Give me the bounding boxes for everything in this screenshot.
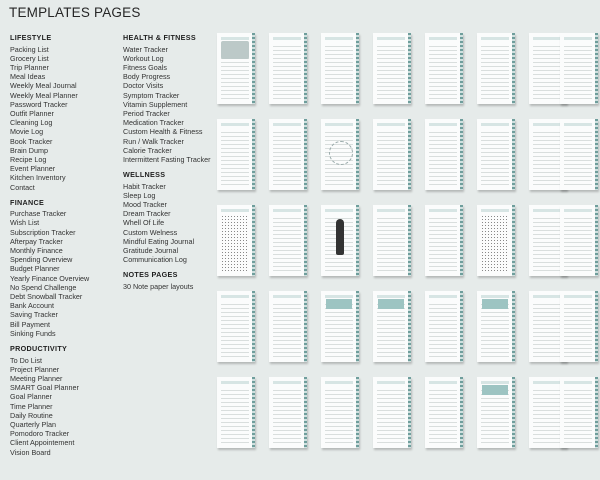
- template-page-thumbnail: [373, 291, 411, 362]
- template-list-item: Fitness Goals: [123, 62, 167, 72]
- section-lifestyle: [10, 33, 120, 192]
- template-page-thumbnail: [560, 291, 598, 362]
- template-list-item: Run / Walk Tracker: [123, 136, 184, 146]
- template-thumbnail-grid: [217, 33, 598, 463]
- template-list-item: Doctor Visits: [123, 81, 164, 91]
- section-list: [123, 282, 215, 291]
- section-productivity: [10, 344, 120, 457]
- section-heading: HEALTH & FITNESS: [123, 33, 196, 42]
- template-page-thumbnail: [321, 33, 359, 104]
- template-list-item: Book Tracker: [10, 136, 53, 146]
- thumbnail-row: [217, 119, 598, 194]
- template-list-item: Habit Tracker: [123, 181, 166, 191]
- template-page-thumbnail: [321, 377, 359, 448]
- template-list-item: Spending Overview: [10, 255, 73, 265]
- template-list-item: Monthly Finance: [10, 246, 63, 256]
- template-list-item: Period Tracker: [123, 108, 170, 118]
- template-page-thumbnail: [321, 119, 359, 190]
- section-heading: PRODUCTIVITY: [10, 344, 68, 354]
- template-page-thumbnail: [373, 119, 411, 190]
- template-page-thumbnail: [477, 119, 515, 190]
- template-page-thumbnail: [560, 33, 598, 104]
- template-list-item: Sleep Log: [123, 190, 156, 200]
- template-list-item: Kitchen Inventory: [10, 173, 66, 183]
- template-list-item: Subscription Tracker: [10, 227, 76, 237]
- template-list-item: Mindful Eating Journal: [123, 236, 195, 246]
- template-list-item: No Spend Challenge: [10, 282, 77, 292]
- template-list-item: Pomodoro Tracker: [10, 429, 70, 439]
- page-title: TEMPLATES PAGES: [9, 5, 141, 20]
- template-list-item: Intermittent Fasting Tracker: [123, 154, 211, 164]
- template-list-item: Event Planner: [10, 164, 56, 174]
- template-page-thumbnail: [477, 33, 515, 104]
- template-page-thumbnail: [425, 291, 463, 362]
- template-list-item: Project Planner: [10, 364, 60, 374]
- template-page-thumbnail: [477, 377, 515, 448]
- template-page-thumbnail: [217, 377, 255, 448]
- template-list-item: Purchase Tracker: [10, 209, 67, 219]
- template-page-thumbnail: [269, 33, 307, 104]
- template-page-thumbnail: [560, 205, 598, 276]
- template-list-item: 30 Note paper layouts: [123, 281, 194, 291]
- template-list-item: Trip Planner: [10, 62, 49, 72]
- section-list: [10, 356, 120, 457]
- template-list-item: Meal Ideas: [10, 72, 46, 82]
- template-list-item: Outfit Planner: [10, 108, 54, 118]
- template-list-item: Time Planner: [10, 401, 53, 411]
- template-list-item: Custom Health & Fitness: [123, 127, 203, 137]
- template-list-item: Afterpay Tracker: [10, 236, 63, 246]
- template-page-thumbnail: [217, 291, 255, 362]
- template-list-item: SMART Goal Planner: [10, 383, 79, 393]
- thumbnail-row: [217, 205, 598, 280]
- template-list-item: Calorie Tracker: [123, 145, 172, 155]
- section-heading: LIFESTYLE: [10, 33, 52, 42]
- template-page-thumbnail: [269, 377, 307, 448]
- template-page-thumbnail: [477, 205, 515, 276]
- template-list-item: Quarterly Plan: [10, 420, 56, 430]
- template-page-thumbnail: [477, 291, 515, 362]
- template-page-thumbnail: [269, 291, 307, 362]
- template-list-item: Password Tracker: [10, 99, 68, 109]
- template-page-thumbnail: [425, 205, 463, 276]
- template-list-item: Debt Snowball Tracker: [10, 292, 83, 302]
- template-list-item: Whell Of Life: [123, 218, 165, 228]
- section-heading: FINANCE: [10, 197, 45, 207]
- thumbnail-row: [217, 33, 598, 108]
- middle-category-column: [123, 33, 215, 297]
- section-list: [123, 182, 215, 265]
- template-list-item: Weekly Meal Journal: [10, 81, 77, 91]
- template-page-thumbnail: [321, 291, 359, 362]
- section-wellness: [123, 170, 215, 264]
- template-list-item: Symptom Tracker: [123, 90, 180, 100]
- template-list-item: Contact: [10, 182, 35, 192]
- template-list-item: Budget Planner: [10, 264, 60, 274]
- section-health-fitness: [123, 33, 215, 164]
- template-page-thumbnail: [269, 205, 307, 276]
- template-page-thumbnail: [373, 205, 411, 276]
- section-list: [10, 45, 120, 192]
- template-list-item: Goal Planner: [10, 392, 52, 402]
- template-list-item: Vision Board: [10, 447, 51, 457]
- template-page-thumbnail: [560, 377, 598, 448]
- template-page-thumbnail: [217, 205, 255, 276]
- template-list-item: Gratitude Journal: [123, 246, 179, 256]
- template-page-thumbnail: [269, 119, 307, 190]
- template-list-item: Packing List: [10, 44, 49, 54]
- template-list-item: Daily Routine: [10, 410, 53, 420]
- template-list-item: Bank Account: [10, 301, 54, 311]
- template-page-thumbnail: [560, 119, 598, 190]
- template-page-thumbnail: [425, 119, 463, 190]
- section-heading: NOTES PAGES: [123, 270, 178, 280]
- template-list-item: Workout Log: [123, 53, 164, 63]
- section-heading: WELLNESS: [123, 170, 166, 180]
- template-list-item: Sinking Funds: [10, 328, 56, 338]
- template-list-item: Yearly Finance Overview: [10, 273, 90, 283]
- left-category-column: [10, 33, 120, 463]
- template-list-item: Saving Tracker: [10, 310, 58, 320]
- template-list-item: Weekly Meal Planner: [10, 90, 78, 100]
- section-list: [123, 45, 215, 165]
- section-notes-pages: [123, 270, 215, 291]
- template-list-item: Cleaning Log: [10, 118, 53, 128]
- template-list-item: Movie Log: [10, 127, 44, 137]
- section-list: [10, 209, 120, 338]
- template-list-item: Vitamin Supplement: [123, 99, 188, 109]
- template-list-item: Meeting Planner: [10, 374, 63, 383]
- template-list-item: Grocery List: [10, 53, 49, 63]
- template-list-item: Brain Dump: [10, 145, 48, 155]
- thumbnail-row: [217, 291, 598, 366]
- template-page-thumbnail: [425, 33, 463, 104]
- template-list-item: Medication Tracker: [123, 118, 184, 128]
- template-list-item: Body Progress: [123, 72, 171, 82]
- thumbnail-row: [217, 377, 598, 452]
- template-list-item: Client Appointement: [10, 438, 75, 448]
- section-finance: [10, 198, 120, 338]
- template-list-item: Bill Payment: [10, 319, 50, 329]
- template-page-thumbnail: [217, 119, 255, 190]
- template-page-thumbnail: [217, 33, 255, 104]
- template-list-item: Dream Tracker: [123, 209, 171, 219]
- template-list-item: Mood Tracker: [123, 200, 167, 210]
- template-list-item: Communication Log: [123, 255, 187, 265]
- template-list-item: Water Tracker: [123, 44, 168, 54]
- template-list-item: Recipe Log: [10, 154, 47, 164]
- template-list-item: To Do List: [10, 355, 42, 365]
- template-page-thumbnail: [373, 377, 411, 448]
- template-list-item: Custom Welness: [123, 227, 178, 237]
- template-page-thumbnail: [425, 377, 463, 448]
- template-page-thumbnail: [373, 33, 411, 104]
- template-list-item: Wish List: [10, 218, 40, 228]
- template-page-thumbnail: [321, 205, 359, 276]
